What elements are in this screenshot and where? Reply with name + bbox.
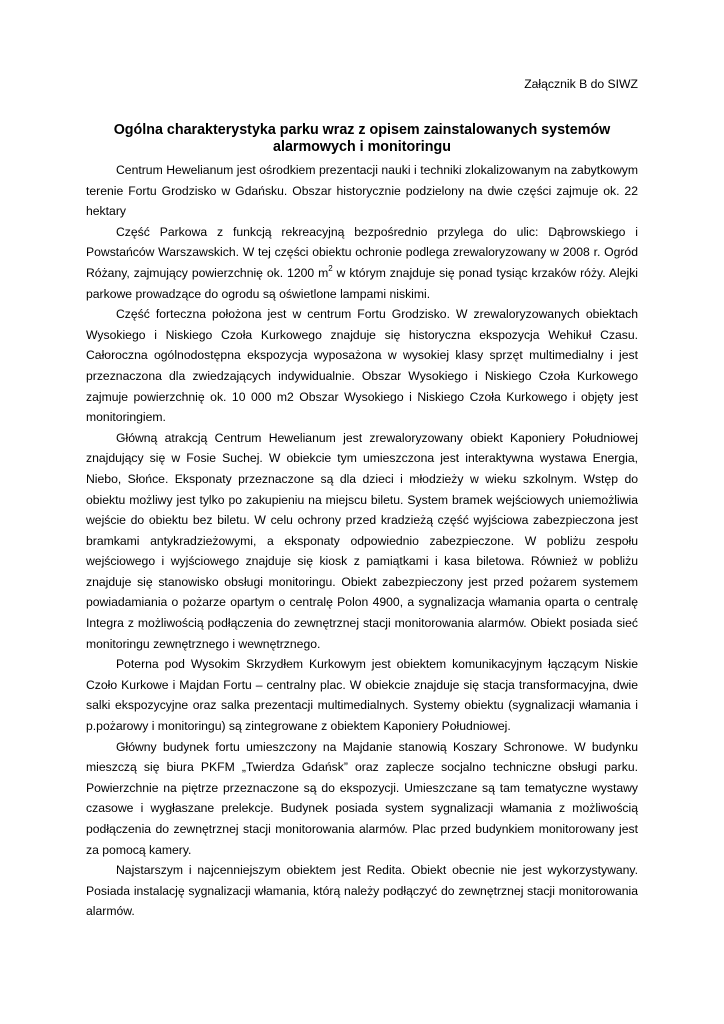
paragraph-fortress-part: Część forteczna położona jest w centrum Fortu Grodzisko. W zrewaloryzowanych obiektach Wysokiego i Niskiego Czoła Kurkowego znajduje się historyczna ekspozycja Wehikuł Czasu. Całoroczna ogólnodostępna ekspozycja wyposażona w wysokiej klasy sprzęt multimedialny i jest przeznaczona dla zwiedzających indywidualnie. Obszar Wysokiego i Niskiego Czoła Kurkowego zajmuje powierzchnię ok. 10 000 m2 Obszar Wysokiego i Niskiego Czoła Kurkowego i objęty jest monitoringiem. xyxy=(86,307,638,425)
paragraph-park-part xyxy=(86,222,638,304)
paragraph-park-part-text-end: w którym znajduje się ponad tysiąc krzaków róży. Alejki parkowe prowadzące do ogrodu są oświetlone lampami niskimi. xyxy=(86,265,638,301)
document-body xyxy=(86,160,638,922)
paragraph-redita: Najstarszym i najcenniejszym obiektem jest Redita. Obiekt obecnie nie jest wykorzystywany. Posiada instalację sygnalizacji włamania, którą należy podłączyć do zewnętrznej stacji monitorowania alarmów. xyxy=(86,863,638,919)
attachment-note: Załącznik B do SIWZ xyxy=(524,77,638,91)
paragraph-caponier: Główną atrakcją Centrum Hewelianum jest zrewaloryzowany obiekt Kaponiery Południowej znajdujący się w Fosie Suchej. W obiekcie tym umieszczona jest interaktywna wystawa Energia, Niebo, Słońce. Eksponaty przeznaczone są dla dzieci i młodzieży w wieku szkolnym. Wstęp do obiektu możliwy jest tylko po zakupieniu na miejscu biletu. System bramek wejściowych uniemożliwia wejście do obiektu bez biletu. W celu ochrony przed kradzieżą część wyjściowa zabezpieczona jest bramkami antykradzieżowymi, a eksponaty odpowiednio zabezpieczone. W pobliżu zespołu wejściowego i wyjściowego znajduje się kiosk z pamiątkami i kasa biletowa. Również w pobliżu znajduje się stanowisko obsługi monitoringu. Obiekt zabezpieczony jest przed pożarem systemem powiadamiania o pożarze opartym o centralę Polon 4900, a sygnalizacja włamania oparta o centralę Integra z możliwością podłączenia do zewnętrznej stacji monitorowania alarmów. Obiekt posiada sieć monitoringu zewnętrznego i wewnętrznego. xyxy=(86,430,638,651)
paragraph-intro: Centrum Hewelianum jest ośrodkiem prezentacji nauki i techniki zlokalizowanym na zabytkowym terenie Fortu Grodzisko w Gdańsku. Obszar historycznie podzielony na dwie części zajmuje ok. 22 hektary xyxy=(86,163,638,219)
superscript-unit: 2 xyxy=(328,263,333,273)
document-title: Ogólna charakterystyka parku wraz z opisem zainstalowanych systemów alarmowych i monitoringu xyxy=(113,122,611,155)
paragraph-park-part-text: Część Parkowa z funkcją rekreacyjną bezpośrednio przylega do ulic: Dąbrowskiego i Powstańców Warszawskich. W tej części obiektu ochronie podlega zrewaloryzowany w 2008 r. Ogród Różany, zajmujący powierzchnię ok. 1200 m xyxy=(86,224,638,280)
paragraph-barracks: Główny budynek fortu umieszczony na Majdanie stanowią Koszary Schronowe. W budynku mieszczą się biura PKFM „Twierdza Gdańsk” oraz zaplecze socjalno techniczne obsługi parku. Powierzchnie na piętrze przeznaczone są do ekspozycji. Umieszczane są tam tematyczne wystawy czasowe i wygłaszane prelekcje. Budynek posiada system sygnalizacji włamania z możliwością podłączenia do zewnętrznej stacji monitorowania alarmów. Plac przed budynkiem monitorowany jest za pomocą kamery. xyxy=(86,739,638,857)
paragraph-postern: Poterna pod Wysokim Skrzydłem Kurkowym jest obiektem komunikacyjnym łączącym Niskie Czoło Kurkowe i Majdan Fortu – centralny plac. W obiekcie znajduje się stacja transformacyjna, dwie salki ekspozycyjne oraz salka prezentacji multimedialnych. Systemy obiektu (sygnalizacji włamania i p.pożarowy i monitoringu) są zintegrowane z obiektem Kaponiery Południowej. xyxy=(86,657,638,734)
